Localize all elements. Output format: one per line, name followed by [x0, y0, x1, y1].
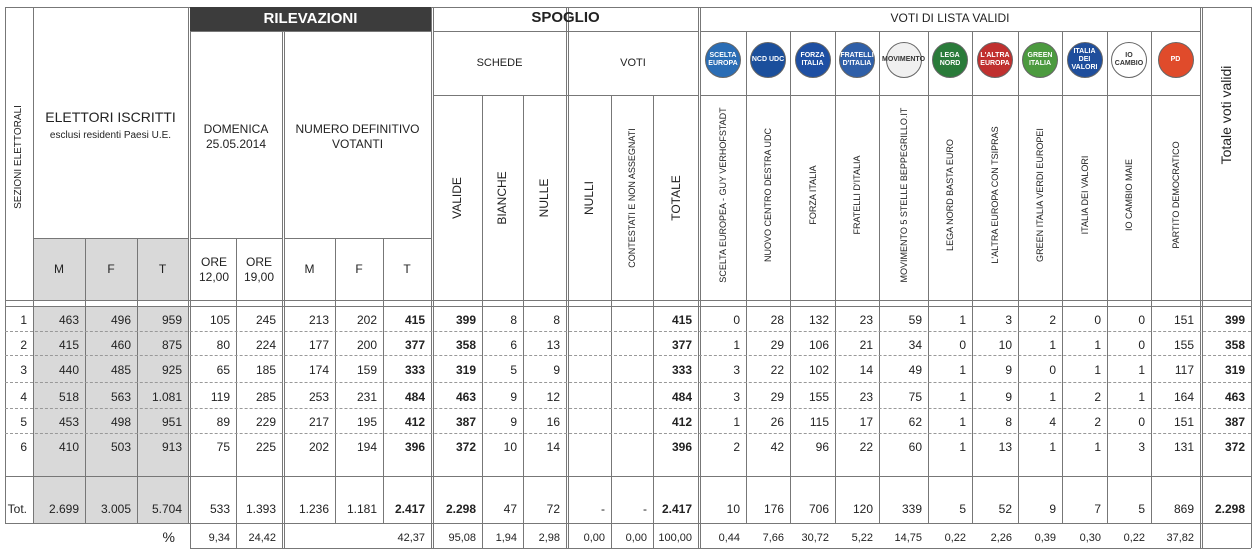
cell-party: 3 — [1138, 440, 1145, 454]
cell-bia: 8 — [510, 313, 517, 327]
cell-bia: 9 — [510, 415, 517, 429]
cell-party: 131 — [1173, 440, 1194, 454]
cell-party: 1 — [733, 338, 740, 352]
cell-party: 9 — [1049, 502, 1056, 516]
cell-vm: 202 — [308, 440, 329, 454]
cell-party: 0 — [1049, 363, 1056, 377]
cell-vm: 177 — [308, 338, 329, 352]
cell-totale-validi: 372 — [1224, 440, 1245, 454]
cell-totale-validi: 319 — [1224, 363, 1245, 377]
cell-vt: 412 — [404, 415, 425, 429]
cell-o12: 89 — [216, 415, 230, 429]
cell-nulli — [568, 310, 605, 330]
cell-nulli — [568, 336, 605, 354]
cell-party: 2 — [1094, 415, 1101, 429]
cell-m: 2.699 — [48, 502, 79, 516]
cell-party: 1 — [1138, 363, 1145, 377]
cell-vt: 2.417 — [394, 502, 425, 516]
grid-vline — [433, 7, 434, 548]
rilevazioni-header: RILEVAZIONI — [190, 7, 431, 31]
cell-nul: 16 — [546, 415, 560, 429]
grid-hline — [190, 548, 1251, 549]
party-logo-icon: PD — [1158, 42, 1194, 78]
cell-cont: - — [643, 502, 647, 516]
cell-vf: 159 — [356, 363, 377, 377]
section-number: Tot. — [7, 502, 27, 516]
grid-vline — [188, 7, 189, 523]
cell-vt: 333 — [404, 363, 425, 377]
party-logo-icon: GREEN ITALIA — [1022, 42, 1058, 78]
cell-party: 3 — [733, 363, 740, 377]
cell-f: 498 — [110, 415, 131, 429]
cell-totale-validi: 463 — [1224, 390, 1245, 404]
cell-vf: 200 — [356, 338, 377, 352]
grid-vline — [1200, 7, 1201, 548]
grid-dashed-line — [5, 355, 1251, 356]
cell-vm: 1.236 — [298, 502, 329, 516]
votanti-m-header: M — [304, 262, 315, 276]
cell-party: 52 — [998, 502, 1012, 516]
grid-vline — [1251, 7, 1252, 548]
percent-nulli: 0,00 — [583, 532, 605, 544]
party-name: NUOVO CENTRO DESTRA UDC — [763, 128, 773, 263]
voti-header: VOTI — [620, 57, 646, 69]
cell-party: 17 — [859, 415, 873, 429]
party-logo-icon: LEGA NORD — [932, 42, 968, 78]
grid-vline — [282, 7, 283, 548]
cell-party: 26 — [770, 415, 784, 429]
cell-m: 453 — [58, 415, 79, 429]
cell-m: 415 — [58, 338, 79, 352]
cell-party: 60 — [908, 440, 922, 454]
cell-nulli — [568, 413, 605, 432]
cell-party: 1 — [959, 415, 966, 429]
cell-party: 164 — [1173, 390, 1194, 404]
cell-party: 5 — [1138, 502, 1145, 516]
bianche-header: BIANCHE — [495, 171, 509, 225]
cell-party: 22 — [770, 363, 784, 377]
grid-hline — [190, 31, 431, 32]
cell-cont — [611, 360, 647, 381]
party-logo-icon: SCELTA EUROPA — [705, 42, 741, 78]
party-logo-icon: ITALIA DEI VALORI — [1067, 42, 1103, 78]
cell-party: 1 — [1049, 440, 1056, 454]
party-logo-icon: L'ALTRA EUROPA — [977, 42, 1013, 78]
percent-party: 0,30 — [1079, 532, 1101, 544]
cell-party: 1 — [959, 313, 966, 327]
cell-tot: 377 — [671, 338, 692, 352]
cell-tot: 484 — [671, 390, 692, 404]
votanti-f-header: F — [355, 262, 363, 276]
valide-header: VALIDE — [450, 177, 464, 219]
party-logo-icon: IO CAMBIO — [1111, 42, 1147, 78]
cell-party: 42 — [770, 440, 784, 454]
cell-vf: 1.181 — [346, 502, 377, 516]
party-name: GREEN ITALIA VERDI EUROPEI — [1035, 128, 1045, 262]
grid-vline — [566, 7, 567, 548]
cell-party: 96 — [815, 440, 829, 454]
cell-m: 440 — [58, 363, 79, 377]
section-number: 1 — [20, 313, 27, 327]
section-number: 6 — [20, 440, 27, 454]
cell-party: 9 — [1005, 363, 1012, 377]
section-number: 5 — [20, 415, 27, 429]
cell-party: 1 — [959, 363, 966, 377]
cell-party: 0 — [1138, 415, 1145, 429]
cell-nulli — [568, 360, 605, 381]
party-logo-icon: FRATELLI D'ITALIA — [839, 42, 875, 78]
cell-party: 0 — [1138, 338, 1145, 352]
percent-party: 0,22 — [944, 532, 966, 544]
numero-definitivo-label: NUMERO DEFINITIVO VOTANTI — [295, 122, 420, 151]
grid-dashed-line — [5, 408, 1251, 409]
cell-m: 463 — [58, 313, 79, 327]
cell-party: 106 — [808, 338, 829, 352]
cell-party: 0 — [1138, 313, 1145, 327]
grid-hline — [5, 300, 1251, 301]
grid-vline — [431, 7, 432, 548]
cell-cont — [611, 413, 647, 432]
voti-lista-header: VOTI DI LISTA VALIDI — [890, 11, 1010, 25]
cell-val: 387 — [455, 415, 476, 429]
party-name: PARTITO DEMOCRATICO — [1170, 141, 1181, 249]
cell-party: 23 — [859, 390, 873, 404]
cell-party: 8 — [1005, 415, 1012, 429]
cell-party: 3 — [1005, 313, 1012, 327]
cell-totale-validi: 387 — [1224, 415, 1245, 429]
nulli-header: NULLI — [582, 181, 596, 216]
totale-header: TOTALE — [669, 175, 683, 221]
elettori-t-header: T — [158, 262, 167, 276]
party-name: FORZA ITALIA — [807, 165, 818, 225]
cell-tot: 415 — [671, 313, 692, 327]
party-name: FRATELLI D'ITALIA — [852, 155, 862, 235]
elettori-f-header: F — [107, 262, 115, 276]
cell-f: 503 — [110, 440, 131, 454]
cell-party: 75 — [908, 390, 922, 404]
cell-m: 410 — [58, 440, 79, 454]
cell-party: 5 — [959, 502, 966, 516]
grid-vline — [698, 7, 699, 548]
cell-nulli: - — [601, 502, 605, 516]
cell-t: 951 — [161, 415, 182, 429]
cell-f: 563 — [110, 390, 131, 404]
cell-vt: 484 — [404, 390, 425, 404]
cell-vm: 253 — [308, 390, 329, 404]
cell-totale-validi: 399 — [1224, 313, 1245, 327]
schede-header: SCHEDE — [476, 57, 523, 69]
cell-o19: 1.393 — [245, 502, 276, 516]
grid-vline — [653, 95, 654, 523]
cell-bia: 10 — [503, 440, 517, 454]
elettori-subtitle: esclusi residenti Paesi U.E. — [49, 130, 172, 141]
grid-hline — [5, 476, 1251, 477]
cell-o19: 229 — [255, 415, 276, 429]
elettori-title: ELETTORI ISCRITTI — [45, 109, 176, 125]
cell-party: 22 — [859, 440, 873, 454]
percent-party: 0,44 — [718, 532, 740, 544]
grid-dashed-line — [5, 331, 1251, 332]
cell-party: 1 — [1138, 390, 1145, 404]
cell-tot: 412 — [671, 415, 692, 429]
cell-party: 3 — [733, 390, 740, 404]
cell-tot: 2.417 — [661, 502, 692, 516]
cell-o19: 225 — [255, 440, 276, 454]
cell-party: 176 — [763, 502, 784, 516]
ore12-header: ORE 12,00 — [198, 255, 230, 284]
cell-nul: 72 — [546, 502, 560, 516]
cell-t: 875 — [161, 338, 182, 352]
cell-party: 49 — [908, 363, 922, 377]
cell-party: 23 — [859, 313, 873, 327]
grid-hline — [700, 31, 1200, 32]
cell-party: 151 — [1173, 415, 1194, 429]
cell-totale-validi: 2.298 — [1214, 502, 1245, 516]
cell-party: 117 — [1174, 363, 1194, 377]
cell-nul: 8 — [553, 313, 560, 327]
percent-val: 95,08 — [448, 532, 476, 544]
cell-party: 1 — [1049, 338, 1056, 352]
cell-vf: 195 — [356, 415, 377, 429]
cell-party: 14 — [859, 363, 873, 377]
percent-nul: 2,98 — [538, 532, 560, 544]
cell-party: 62 — [908, 415, 922, 429]
cell-vm: 217 — [308, 415, 329, 429]
cell-m: 518 — [58, 390, 79, 404]
contestati-header: CONTESTATI E NON ASSEGNATI — [627, 128, 637, 268]
cell-tot: 333 — [671, 363, 692, 377]
cell-f: 3.005 — [100, 502, 131, 516]
cell-party: 2 — [733, 440, 740, 454]
cell-vf: 194 — [356, 440, 377, 454]
cell-party: 1 — [1094, 338, 1101, 352]
percent-party: 37,82 — [1166, 532, 1194, 544]
cell-party: 132 — [808, 313, 829, 327]
cell-vm: 213 — [308, 313, 329, 327]
cell-party: 59 — [908, 313, 922, 327]
cell-party: 21 — [859, 338, 873, 352]
cell-party: 115 — [809, 415, 829, 429]
party-name: L'ALTRA EUROPA CON TSIPRAS — [990, 126, 1000, 264]
cell-party: 29 — [770, 338, 784, 352]
sezioni-label: SEZIONI ELETTORALI — [13, 105, 24, 209]
cell-party: 1 — [1094, 363, 1101, 377]
party-name: SCELTA EUROPEA - GUY VERHOFSTADT — [718, 107, 728, 283]
percent-party: 0,22 — [1123, 532, 1145, 544]
cell-cont — [611, 438, 647, 456]
percent-bia: 1,94 — [495, 532, 517, 544]
cell-bia: 6 — [510, 338, 517, 352]
cell-party: 1 — [733, 415, 740, 429]
section-number: 4 — [20, 390, 27, 404]
grid-hline — [284, 238, 431, 239]
cell-party: 13 — [998, 440, 1012, 454]
cell-bia: 47 — [503, 502, 517, 516]
cell-nul: 13 — [546, 338, 560, 352]
cell-party: 0 — [1094, 313, 1101, 327]
percent-tot: 100,00 — [658, 532, 692, 544]
percent-party: 0,39 — [1034, 532, 1056, 544]
cell-vm: 174 — [308, 363, 329, 377]
percent-o12: 9,34 — [208, 532, 230, 544]
cell-t: 925 — [161, 363, 182, 377]
ore19-header: ORE 19,00 — [243, 255, 275, 284]
cell-val: 2.298 — [445, 502, 476, 516]
cell-o12: 80 — [216, 338, 230, 352]
data-label: 25.05.2014 — [205, 137, 267, 151]
cell-party: 1 — [959, 390, 966, 404]
cell-party: 339 — [901, 502, 922, 516]
cell-vt: 415 — [404, 313, 425, 327]
cell-bia: 9 — [510, 390, 517, 404]
cell-party: 34 — [908, 338, 922, 352]
domenica-label: DOMENICA — [203, 122, 269, 136]
cell-party: 10 — [998, 338, 1012, 352]
party-name: IO CAMBIO MAIE — [1124, 159, 1134, 232]
cell-val: 319 — [455, 363, 476, 377]
cell-o19: 224 — [255, 338, 276, 352]
cell-party: 1 — [1049, 390, 1056, 404]
grid-hline — [5, 523, 1251, 524]
cell-t: 959 — [161, 313, 182, 327]
cell-totale-validi: 358 — [1224, 338, 1245, 352]
cell-party: 1 — [959, 440, 966, 454]
party-logo-icon: NCD UDC — [750, 42, 786, 78]
cell-nul: 9 — [553, 363, 560, 377]
cell-o12: 65 — [216, 363, 230, 377]
cell-val: 372 — [455, 440, 476, 454]
cell-party: 4 — [1049, 415, 1056, 429]
cell-o12: 533 — [209, 502, 230, 516]
grid-vline — [1202, 7, 1203, 548]
cell-o19: 245 — [255, 313, 276, 327]
cell-party: 2 — [1094, 390, 1101, 404]
cell-vt: 396 — [404, 440, 425, 454]
party-logo-icon: MOVIMENTO — [886, 42, 922, 78]
cell-cont — [611, 387, 647, 407]
cell-f: 485 — [110, 363, 131, 377]
cell-party: 155 — [808, 390, 829, 404]
nulle-header: NULLE — [537, 178, 551, 218]
cell-party: 869 — [1173, 502, 1194, 516]
section-number: 2 — [20, 338, 27, 352]
cell-f: 460 — [110, 338, 131, 352]
percent-vt: 42,37 — [397, 532, 425, 544]
cell-t: 913 — [161, 440, 182, 454]
grid-vline — [523, 95, 524, 523]
grid-vline — [284, 7, 285, 548]
percent-party: 7,66 — [762, 532, 784, 544]
cell-o19: 185 — [255, 363, 276, 377]
totale-voti-validi-header: Totale voti validi — [1218, 65, 1234, 165]
party-name: LEGA NORD BASTA EURO — [945, 139, 955, 251]
section-number: 3 — [20, 363, 27, 377]
cell-party: 9 — [1005, 390, 1012, 404]
cell-party: 2 — [1049, 313, 1056, 327]
cell-party: 29 — [770, 390, 784, 404]
party-name: ITALIA DEI VALORI — [1079, 155, 1090, 235]
cell-o19: 285 — [255, 390, 276, 404]
grid-hline — [5, 306, 1251, 307]
grid-dashed-line — [5, 382, 1251, 383]
cell-party: 0 — [733, 313, 740, 327]
grid-vline — [700, 7, 701, 548]
cell-nul: 14 — [546, 440, 560, 454]
percent-label: % — [162, 529, 175, 545]
cell-cont — [611, 336, 647, 354]
cell-o12: 105 — [209, 313, 230, 327]
cell-party: 0 — [959, 338, 966, 352]
cell-party: 10 — [726, 502, 740, 516]
cell-party: 155 — [1173, 338, 1194, 352]
grid-dashed-line — [5, 433, 1251, 434]
percent-party: 14,75 — [894, 532, 922, 544]
grid-vline — [611, 95, 612, 523]
elettori-m-header: M — [54, 262, 64, 276]
grid-vline — [568, 7, 569, 548]
cell-cont — [611, 310, 647, 330]
cell-tot: 396 — [671, 440, 692, 454]
cell-party: 706 — [808, 502, 829, 516]
grid-hline — [700, 95, 1200, 96]
spoglio-header: SPOGLIO — [531, 9, 600, 26]
cell-vf: 202 — [356, 313, 377, 327]
cell-party: 151 — [1173, 313, 1194, 327]
cell-party: 1 — [1094, 440, 1101, 454]
cell-party: 28 — [770, 313, 784, 327]
cell-party: 102 — [808, 363, 829, 377]
votanti-t-header: T — [403, 262, 411, 276]
percent-party: 30,72 — [801, 532, 829, 544]
party-logo-icon: FORZA ITALIA — [795, 42, 831, 78]
cell-o12: 75 — [216, 440, 230, 454]
percent-o19: 24,42 — [248, 532, 276, 544]
cell-o12: 119 — [210, 390, 230, 404]
cell-vf: 231 — [356, 390, 377, 404]
percent-party: 5,22 — [851, 532, 873, 544]
cell-bia: 5 — [510, 363, 517, 377]
percent-cont: 0,00 — [625, 532, 647, 544]
cell-t: 1.081 — [151, 390, 182, 404]
party-name: MOVIMENTO 5 STELLE BEPPEGRILLO.IT — [898, 107, 909, 283]
cell-t: 5.704 — [151, 502, 182, 516]
cell-nulli — [568, 438, 605, 456]
cell-vt: 377 — [404, 338, 425, 352]
cell-val: 463 — [455, 390, 476, 404]
cell-party: 7 — [1094, 502, 1101, 516]
cell-val: 399 — [455, 313, 476, 327]
grid-hline — [33, 238, 188, 239]
percent-party: 2,26 — [990, 532, 1012, 544]
grid-vline — [190, 7, 191, 548]
cell-party: 120 — [852, 502, 873, 516]
cell-val: 358 — [455, 338, 476, 352]
cell-f: 496 — [110, 313, 131, 327]
cell-nulli — [568, 387, 605, 407]
cell-nul: 12 — [546, 390, 560, 404]
grid-vline — [482, 95, 483, 523]
